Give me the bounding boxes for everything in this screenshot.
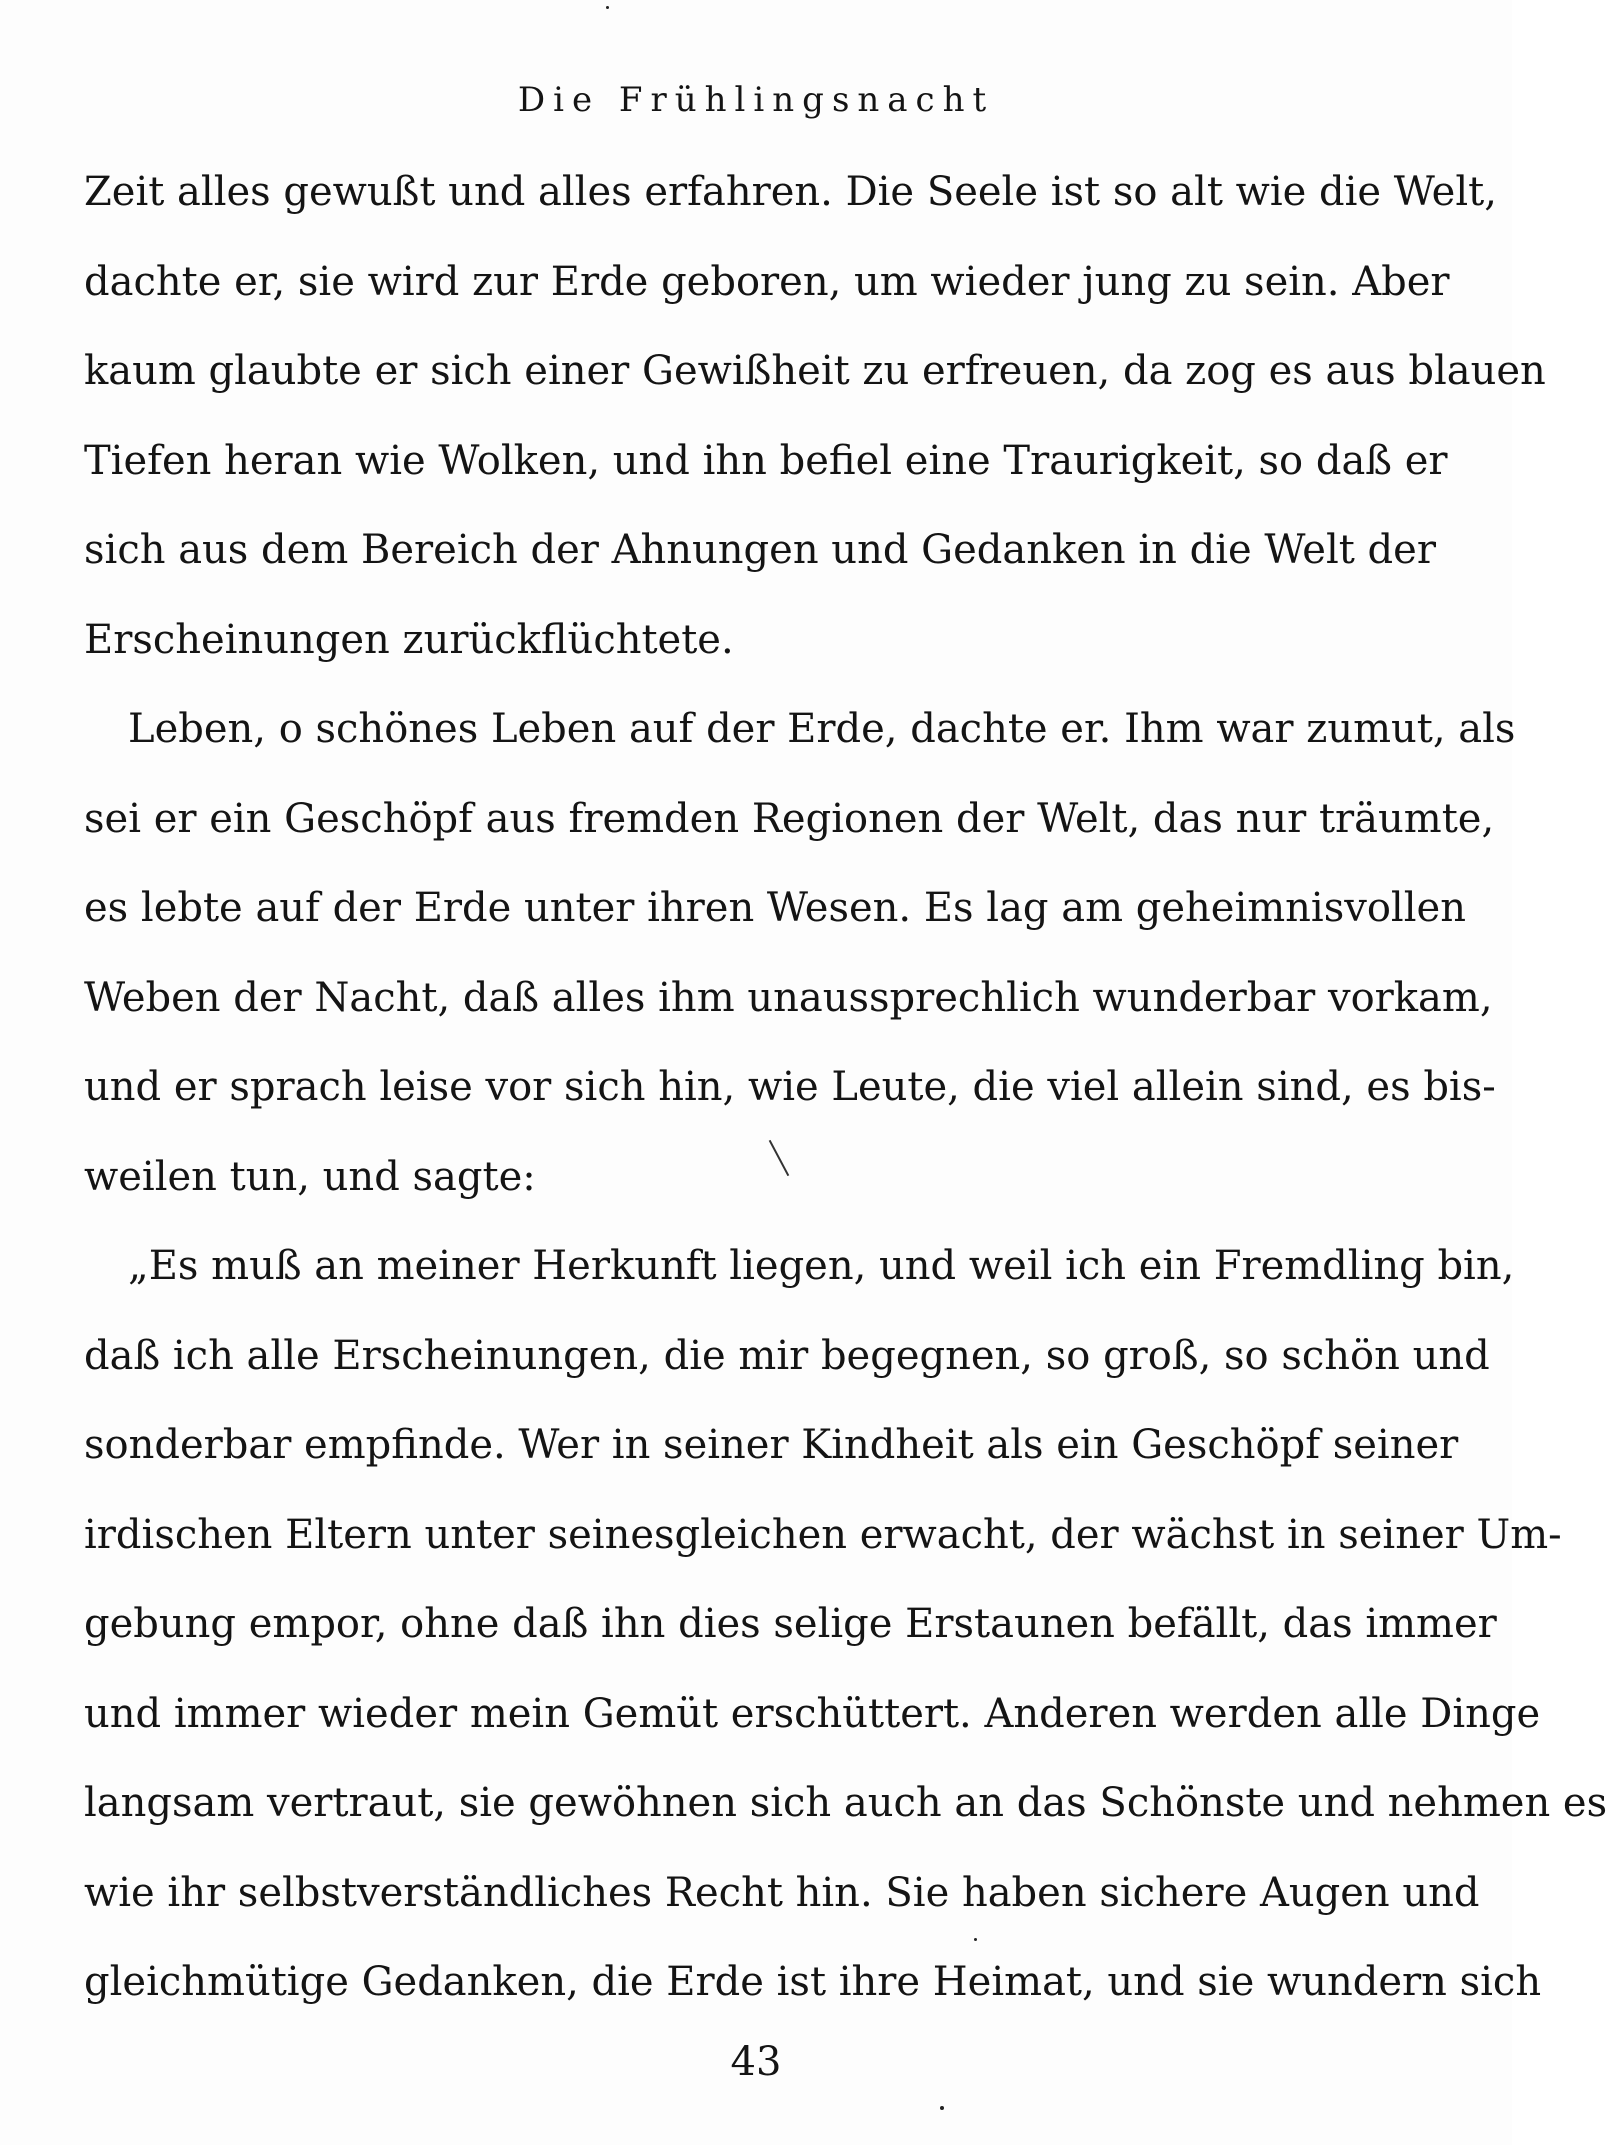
text-line: und immer wieder mein Gemüt erschüttert. Anderen werden alle Dinge <box>84 1690 1541 1737</box>
text-line: sei er ein Geschöpf aus fremden Regionen der Welt, das nur träumte, <box>84 795 1495 842</box>
text-line: Erscheinungen zurückflüchtete. <box>84 616 734 663</box>
text-line: dachte er, sie wird zur Erde geboren, um wieder jung zu sein. Aber <box>84 258 1450 305</box>
text-line: Weben der Nacht, daß alles ihm unaussprechlich wunderbar vorkam, <box>84 974 1493 1021</box>
scan-speck <box>974 1938 977 1941</box>
text-line: und er sprach leise vor sich hin, wie Leute, die viel allein sind, es bis- <box>84 1064 1496 1110</box>
text-line: Tiefen heran wie Wolken, und ihn befiel eine Traurigkeit, so daß er <box>84 437 1448 484</box>
text-line: gleichmütige Gedanken, die Erde ist ihre Heimat, und sie wundern sich <box>84 1959 1542 2005</box>
body-text <box>84 148 1607 2028</box>
text-line: gebung empor, ohne daß ihn dies selige Erstaunen befällt, das immer <box>84 1601 1497 1647</box>
text-line: „Es muß an meiner Herkunft liegen, und weil ich ein Fremdling bin, <box>128 1243 1515 1289</box>
text-line: irdischen Eltern unter seinesgleichen erwacht, der wächst in seiner Um- <box>84 1511 1562 1558</box>
text-line: weilen tun, und sagte: <box>84 1153 536 1200</box>
text-line: kaum glaubte er sich einer Gewißheit zu erfreuen, da zog es aus blauen <box>84 348 1546 394</box>
text-line: wie ihr selbstverständliches Recht hin. Sie haben sichere Augen und <box>84 1869 1480 1916</box>
text-line: sich aus dem Bereich der Ahnungen und Gedanken in die Welt der <box>84 527 1436 573</box>
text-line: langsam vertraut, sie gewöhnen sich auch an das Schönste und nehmen es <box>84 1780 1607 1826</box>
running-head: Die Frühlingsnacht <box>517 80 995 120</box>
text-line: daß ich alle Erscheinungen, die mir begegnen, so groß, so schön und <box>84 1332 1490 1379</box>
text-line: sonderbar empfinde. Wer in seiner Kindheit als ein Geschöpf seiner <box>84 1422 1459 1468</box>
scan-speck <box>606 6 609 9</box>
text-line: Zeit alles gewußt und alles erfahren. Die Seele ist so alt wie die Welt, <box>84 169 1497 215</box>
scan-speck <box>940 2106 944 2110</box>
page-number: 43 <box>730 2039 782 2085</box>
text-line: es lebte auf der Erde unter ihren Wesen. Es lag am geheimnisvollen <box>84 885 1466 931</box>
text-line: Leben, o schönes Leben auf der Erde, dachte er. Ihm war zumut, als <box>128 706 1516 752</box>
